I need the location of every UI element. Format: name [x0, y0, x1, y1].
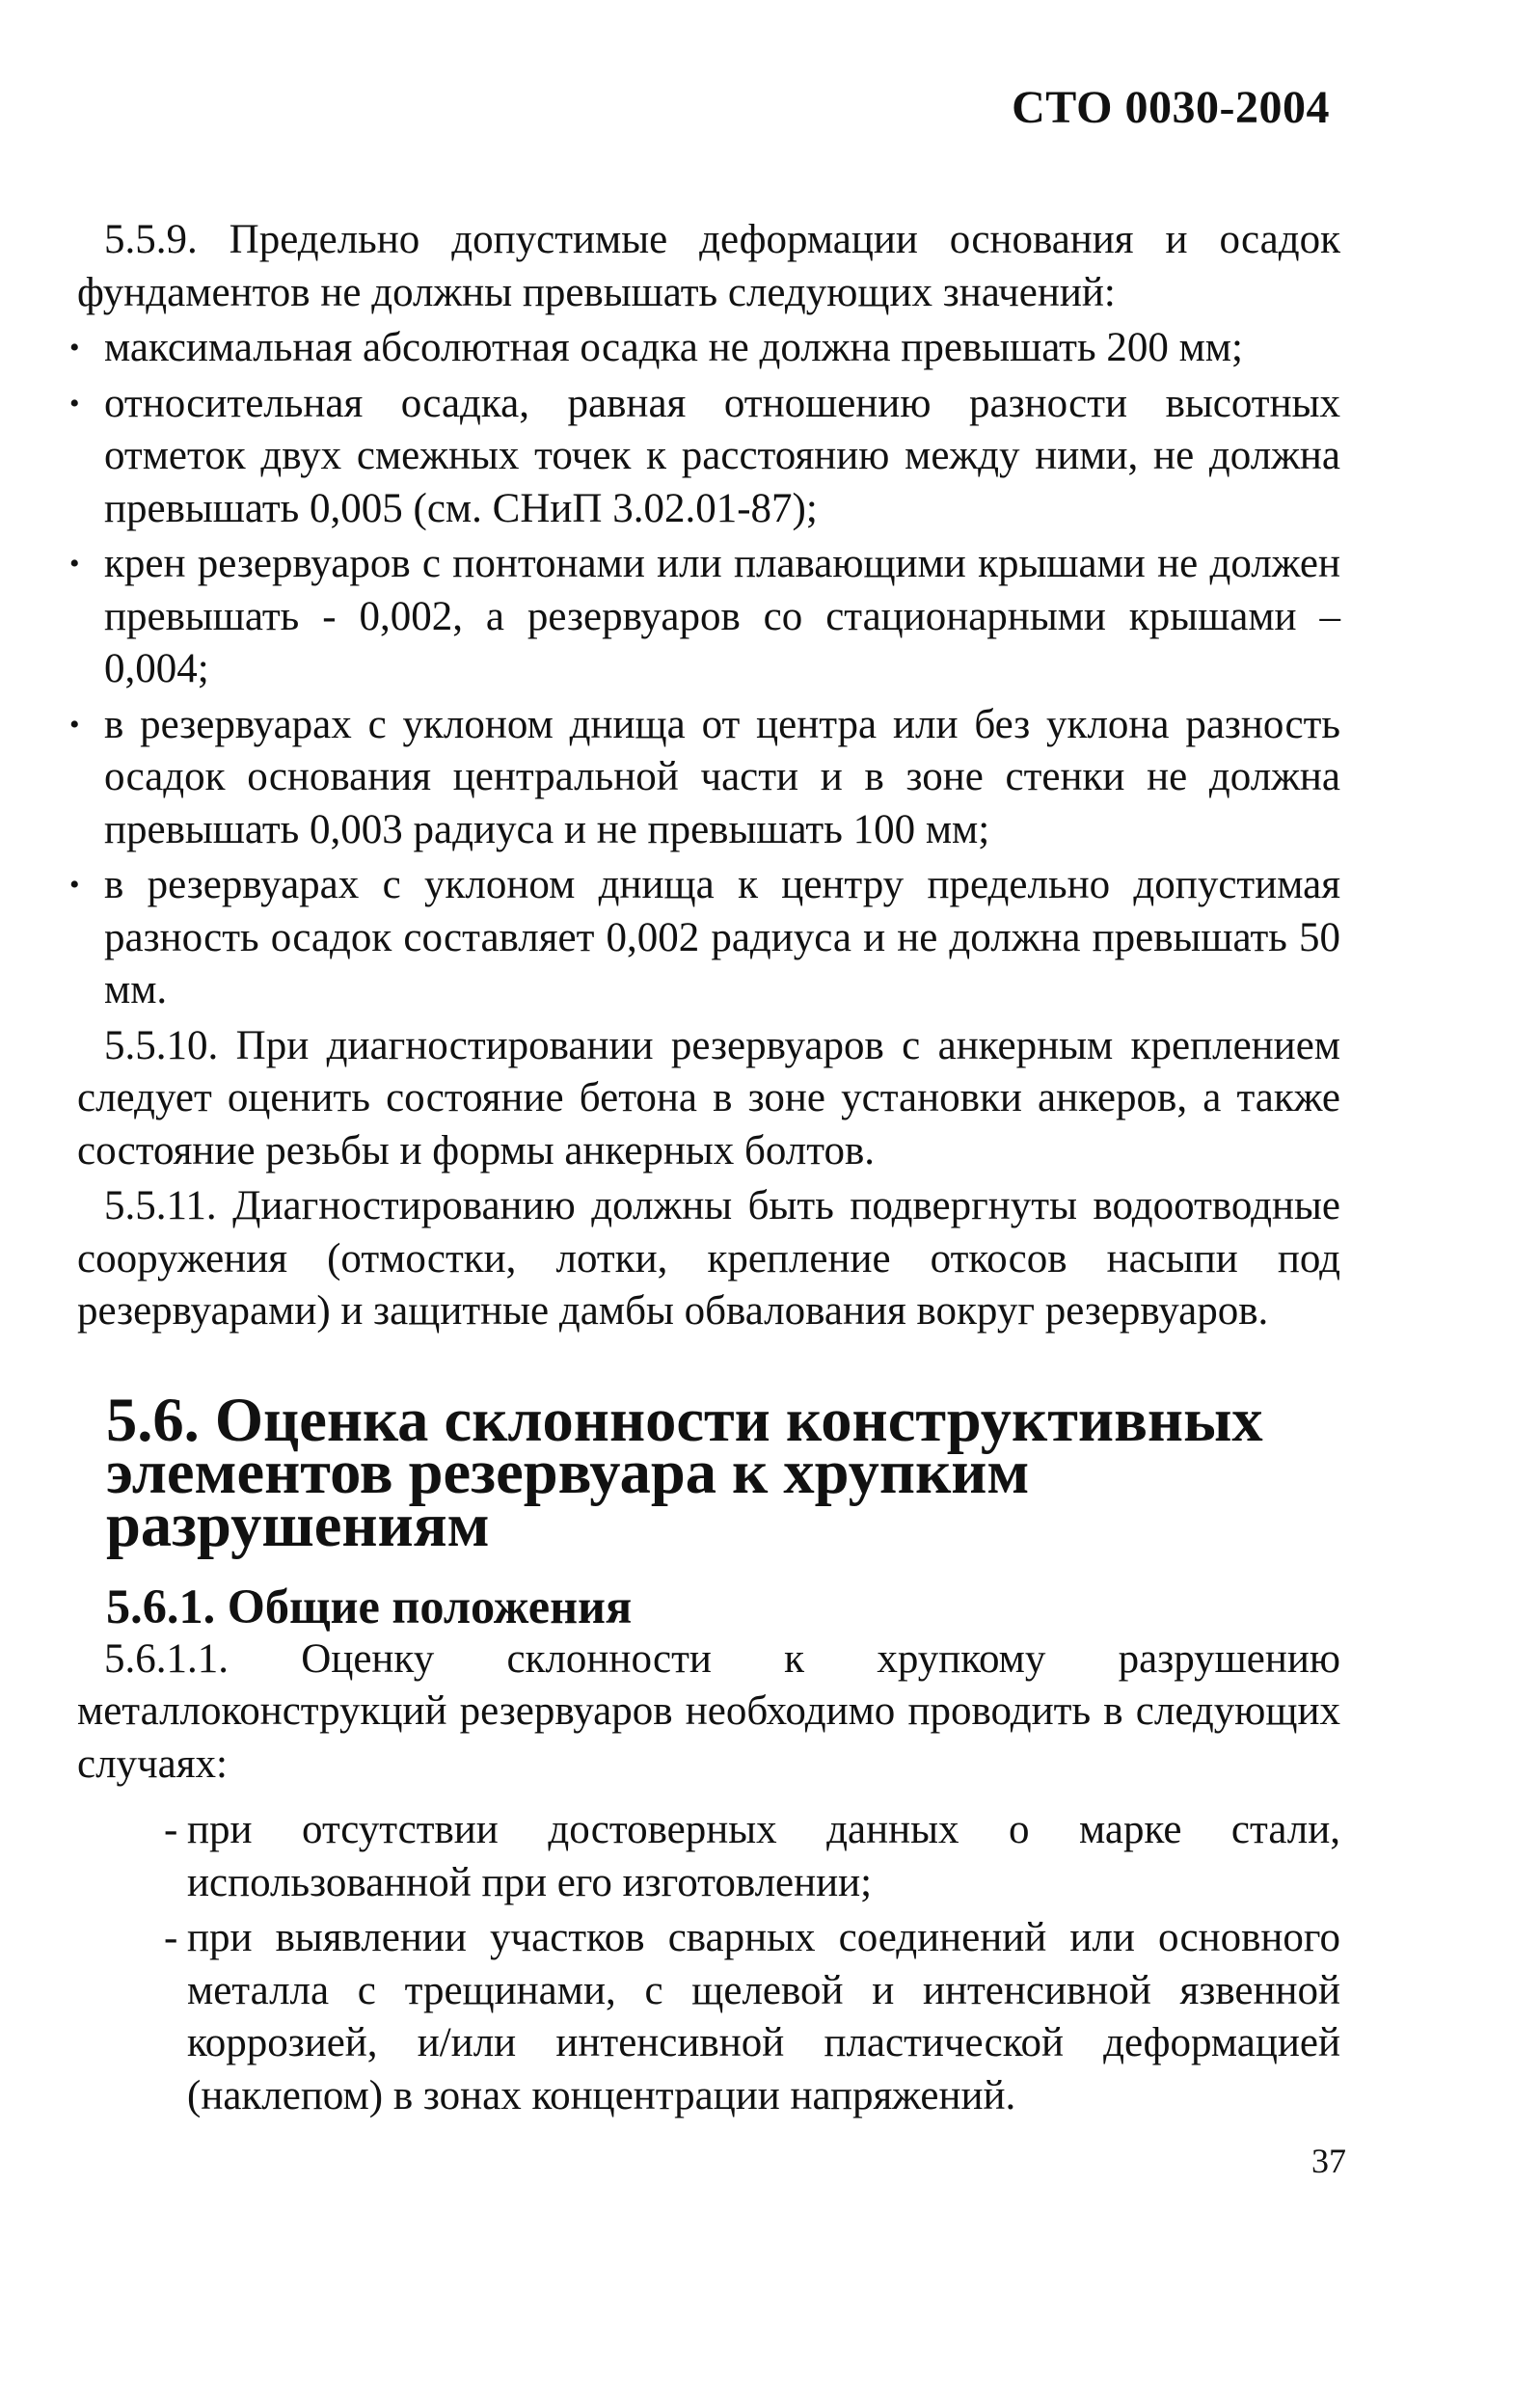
list-item-text: в резервуарах с уклоном днища от центра или без уклона разность осадок основания центральной части и в зоне стенки не должна превышать 0,003 радиуса и не превышать 100 мм; — [104, 701, 1340, 852]
bullet-icon: • — [69, 332, 80, 364]
list-item — [69, 378, 1340, 536]
list-item — [164, 1804, 1340, 1909]
list-item — [69, 538, 1340, 696]
list-item-text: при отсутствии достоверных данных о марке стали, использованной при его изготовлении; — [187, 1807, 1340, 1905]
list-item-text: относительная осадка, равная отношению разности высотных отметок двух смежных точек к расстоянию между ними, не должна превышать 0,005 (см. СНиП 3.02.01-87); — [104, 380, 1340, 531]
document-code: СТО 0030-2004 — [1012, 82, 1330, 133]
paragraph-5-5-10: 5.5.10. При диагностировании резервуаров с анкерным креплением следует оценить состояние бетона в зоне установки анкеров, а также состояние резьбы и формы анкерных болтов. — [77, 1022, 1340, 1174]
section-heading-5-6: 5.6. Оценка склонности конструктивных элементов резервуара к хрупким разрушениям — [106, 1385, 1263, 1559]
brittle-fracture-cases-list — [77, 1804, 1340, 2122]
list-item-text: максимальная абсолютная осадка не должна превышать 200 мм; — [104, 325, 1243, 370]
dash-icon: - — [164, 1807, 178, 1852]
paragraph-5-5-9: 5.5.9. Предельно допустимые деформации основания и осадок фундаментов не должны превышать следующих значений: — [77, 217, 1340, 315]
paragraph-5-5-11: 5.5.11. Диагностированию должны быть подвергнуты водоотводные сооружения (отмостки, лотки, крепление откосов насыпи под резервуарами) и защитные дамбы обвалования вокруг резервуаров. — [77, 1183, 1340, 1334]
list-item — [69, 322, 1340, 375]
list-item-text: в резервуарах с уклоном днища к центру предельно допустимая разность осадок составляет 0,002 радиуса и не должна превышать 50 мм. — [104, 862, 1340, 1012]
list-item — [69, 859, 1340, 1017]
list-item-text: крен резервуаров с понтонами или плавающими крышами не должен превышать - 0,002, а резервуаров со стационарными крышами – 0,004; — [104, 541, 1340, 691]
page-number: 37 — [1311, 2142, 1346, 2180]
deformation-limits-list — [69, 322, 1340, 1017]
list-item — [164, 1912, 1340, 2122]
paragraph-5-6-1-1: 5.6.1.1. Оценку склонности к хрупкому разрушению металлоконструкций резервуаров необходимо проводить в следующих случаях: — [77, 1635, 1340, 1787]
bullet-icon: • — [69, 708, 80, 741]
dash-icon: - — [164, 1915, 178, 1960]
bullet-icon: • — [69, 548, 80, 580]
bullet-icon: • — [69, 387, 80, 419]
subsection-heading-5-6-1: 5.6.1. Общие положения — [106, 1579, 633, 1633]
list-item — [69, 699, 1340, 857]
document-body — [69, 214, 1340, 2125]
bullet-icon: • — [69, 869, 80, 901]
list-item-text: при выявлении участков сварных соединений или основного металла с трещинами, с щелевой и интенсивной язвенной коррозией, и/или интенсивной пластической деформацией (наклепом) в зонах концентрации напряжений. — [187, 1915, 1340, 2118]
